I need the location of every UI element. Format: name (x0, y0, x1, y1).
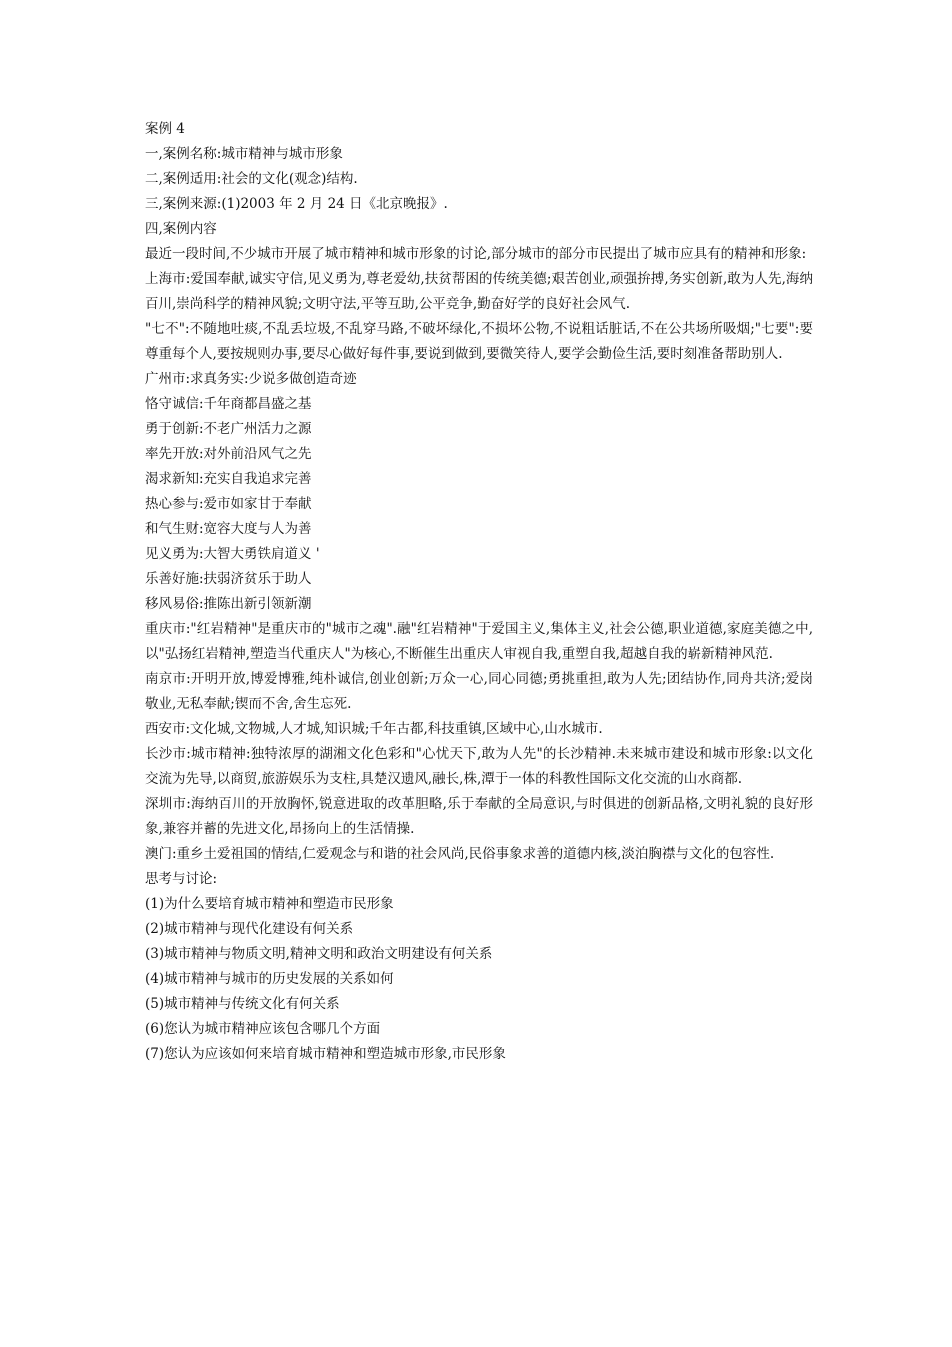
guangzhou-line: 渴求新知:充实自我追求完善 (145, 471, 312, 487)
discussion-question: (2)城市精神与现代化建设有何关系 (145, 921, 354, 937)
guangzhou-line: 见义勇为:大智大勇铁肩道义 ' (145, 546, 320, 562)
guangzhou-line: 乐善好施:扶弱济贫乐于助人 (145, 571, 312, 587)
guangzhou-line: 和气生财:宽容大度与人为善 (145, 521, 312, 537)
changsha-paragraph: 长沙市:城市精神:独特浓厚的湖湘文化色彩和"心忧天下,敢为人先"的长沙精神.未来城市建设和城市形象:以文化交流为先导,以商贸,旅游娱乐为支柱,具楚汉遗风,融长,株,潭于一体的科教性国际文化交流的山水商都. (145, 746, 813, 787)
discussion-question: (1)为什么要培育城市精神和塑造市民形象 (145, 896, 394, 912)
case-source-heading: 三,案例来源:(1)2003 年 2 月 24 日《北京晚报》. (145, 196, 448, 212)
discussion-question: (5)城市精神与传统文化有何关系 (145, 996, 340, 1012)
intro-paragraph: 最近一段时间,不少城市开展了城市精神和城市形象的讨论,部分城市的部分市民提出了城市应具有的精神和形象: (145, 246, 807, 262)
guangzhou-line: 热心参与:爱市如家甘于奉献 (145, 496, 312, 512)
discussion-question: (7)您认为应该如何来培育城市精神和塑造城市形象,市民形象 (145, 1046, 506, 1062)
xian-paragraph: 西安市:文化城,文物城,人才城,知识城;千年古都,科技重镇,区域中心,山水城市. (145, 721, 603, 737)
case-content-heading: 四,案例内容 (145, 221, 217, 237)
discussion-heading: 思考与讨论: (145, 871, 218, 887)
guangzhou-line: 恪守诚信:千年商都昌盛之基 (145, 396, 312, 412)
shenzhen-paragraph: 深圳市:海纳百川的开放胸怀,锐意进取的改革胆略,乐于奉献的全局意识,与时俱进的创新品格,文明礼貌的良好形象,兼容并蓄的先进文化,昂扬向上的生活情操. (145, 796, 813, 837)
shanghai-paragraph: 上海市:爱国奉献,诚实守信,见义勇为,尊老爱幼,扶贫帮困的传统美德;艰苦创业,顽强拚搏,务实创新,敢为人先,海纳百川,崇尚科学的精神风貌;文明守法,平等互助,公平竞争,勤奋好学的良好社会风气. (145, 271, 813, 312)
discussion-question: (6)您认为城市精神应该包含哪几个方面 (145, 1021, 381, 1037)
macau-paragraph: 澳门:重乡土爱祖国的情结,仁爱观念与和谐的社会风尚,民俗事象求善的道德内核,淡泊胸襟与文化的包容性. (145, 846, 775, 862)
discussion-question: (3)城市精神与物质文明,精神文明和政治文明建设有何关系 (145, 946, 493, 962)
qibu-qiyao-paragraph: "七不":不随地吐痰,不乱丢垃圾,不乱穿马路,不破坏绿化,不损坏公物,不说粗话脏话,不在公共场所吸烟;"七要":要尊重每个人,要按规则办事,要尽心做好每件事,要说到做到,要微笑待人,要学会勤俭生活,要时刻准备帮助别人. (145, 321, 813, 362)
chongqing-paragraph: 重庆市:"红岩精神"是重庆市的"城市之魂".融"红岩精神"于爱国主义,集体主义,社会公德,职业道德,家庭美德之中,以"弘扬红岩精神,塑造当代重庆人"为核心,不断催生出重庆人审视自我,重塑自我,超越自我的崭新精神风范. (145, 621, 813, 662)
guangzhou-line: 勇于创新:不老广州活力之源 (145, 421, 312, 437)
case-name-heading: 一,案例名称:城市精神与城市形象 (145, 146, 343, 162)
case-scope-heading: 二,案例适用:社会的文化(观念)结构. (145, 171, 358, 187)
guangzhou-line: 率先开放:对外前沿风气之先 (145, 446, 312, 462)
guangzhou-line: 广州市:求真务实:少说多做创造奇迹 (145, 371, 357, 387)
discussion-question: (4)城市精神与城市的历史发展的关系如何 (145, 971, 394, 987)
document-body (145, 117, 813, 1067)
guangzhou-line: 移风易俗:推陈出新引领新潮 (145, 596, 312, 612)
case-title: 案例 4 (145, 121, 185, 137)
nanjing-paragraph: 南京市:开明开放,博爱博雅,纯朴诚信,创业创新;万众一心,同心同德;勇挑重担,敢为人先;团结协作,同舟共济;爱岗敬业,无私奉献;锲而不舍,舍生忘死. (145, 671, 813, 712)
